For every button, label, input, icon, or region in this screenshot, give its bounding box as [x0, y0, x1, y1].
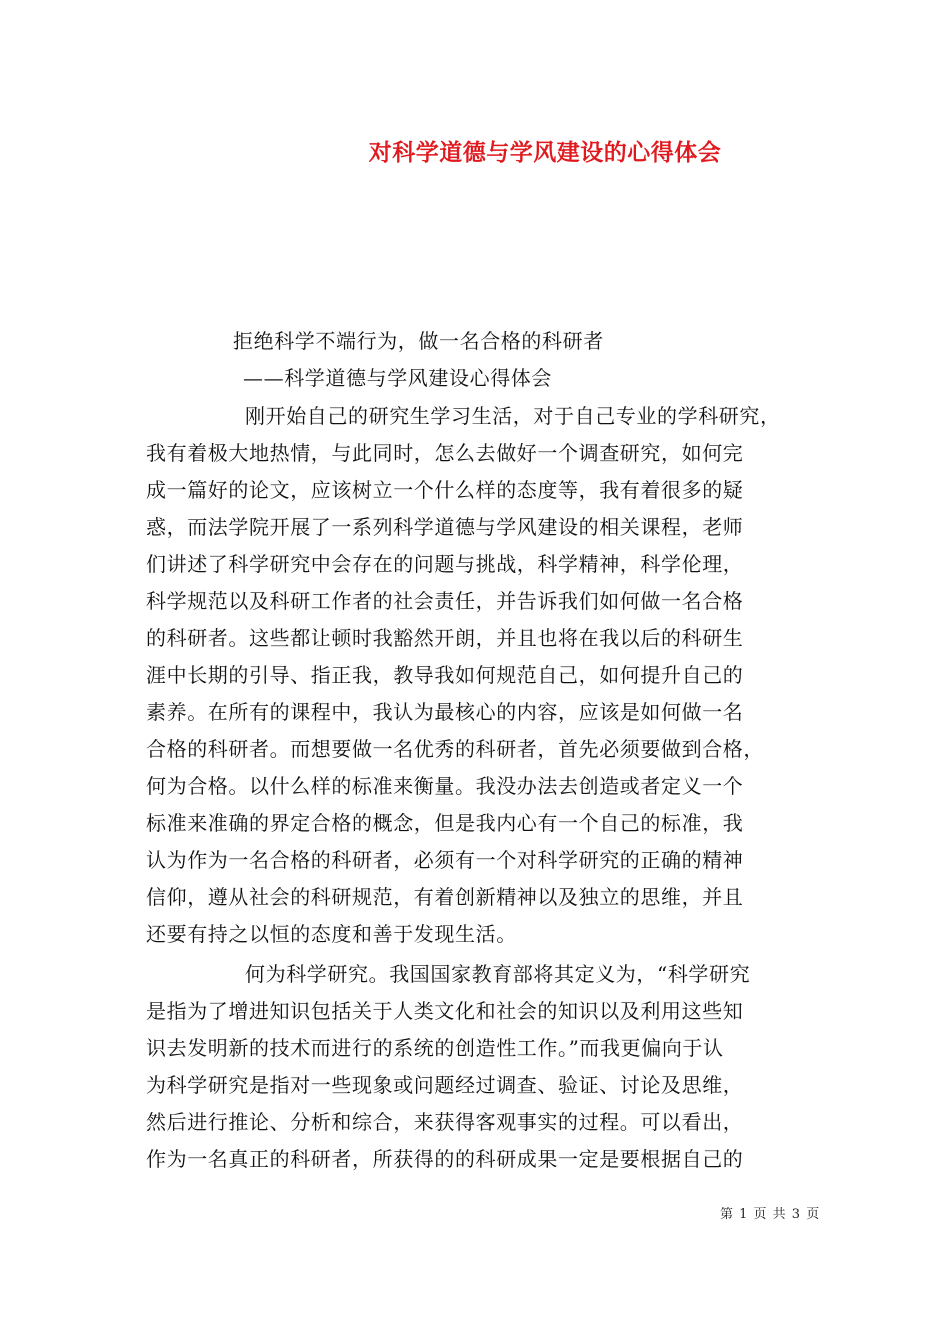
- text-line: 合格的科研者。而想要做一名优秀的科研者，首先必须要做到合格，: [146, 737, 764, 761]
- text-line: 识去发明新的技术而进行的系统的创造性工作。”而我更偏向于认: [146, 1036, 724, 1060]
- document-title: 对科学道德与学风建设的心得体会: [368, 139, 722, 166]
- text-line: 为科学研究是指对一些现象或问题经过调查、验证、讨论及思维，: [146, 1073, 744, 1097]
- text-line: 是指为了增进知识包括关于人类文化和社会的知识以及利用这些知: [146, 999, 744, 1023]
- essay-subheading: ——科学道德与学风建设心得体会: [243, 366, 552, 390]
- text-line: 的科研者。这些都让顿时我豁然开朗，并且也将在我以后的科研生: [146, 626, 744, 650]
- text-line: 涯中长期的引导、指正我，教导我如何规范自己，如何提升自己的: [146, 663, 744, 687]
- text-line: 我有着极大地热情，与此同时，怎么去做好一个调查研究，如何完: [146, 441, 744, 465]
- text-line: 标准来准确的界定合格的概念，但是我内心有一个自己的标准，我: [146, 811, 744, 835]
- page-number-footer: 第 1 页 共 3 页: [720, 1207, 821, 1222]
- text-line: 惑，而法学院开展了一系列科学道德与学风建设的相关课程，老师: [146, 515, 744, 539]
- text-line: 何为合格。以什么样的标准来衡量。我没办法去创造或者定义一个: [146, 774, 744, 798]
- text-line: 成一篇好的论文，应该树立一个什么样的态度等，我有着很多的疑: [146, 478, 744, 502]
- text-line: 作为一名真正的科研者，所获得的的科研成果一定是要根据自己的: [146, 1147, 744, 1171]
- text-line: 认为作为一名合格的科研者，必须有一个对科学研究的正确的精神: [146, 848, 744, 872]
- text-line: 然后进行推论、分析和综合，来获得客观事实的过程。可以看出，: [146, 1110, 744, 1134]
- text-line: 科学规范以及科研工作者的社会责任，并告诉我们如何做一名合格: [146, 589, 744, 613]
- text-line: 何为科学研究。我国国家教育部将其定义为，“科学研究: [245, 962, 751, 986]
- text-line: 还要有持之以恒的态度和善于发现生活。: [146, 922, 517, 946]
- essay-heading: 拒绝科学不端行为，做一名合格的科研者: [233, 329, 604, 353]
- text-line: 信仰，遵从社会的科研规范，有着创新精神以及独立的思维，并且: [146, 885, 744, 909]
- text-line: 素养。在所有的课程中，我认为最核心的内容，应该是如何做一名: [146, 700, 744, 724]
- text-line: 们讲述了科学研究中会存在的问题与挑战，科学精神，科学伦理，: [146, 552, 744, 576]
- text-line: 刚开始自己的研究生学习生活，对于自己专业的学科研究，: [245, 404, 781, 428]
